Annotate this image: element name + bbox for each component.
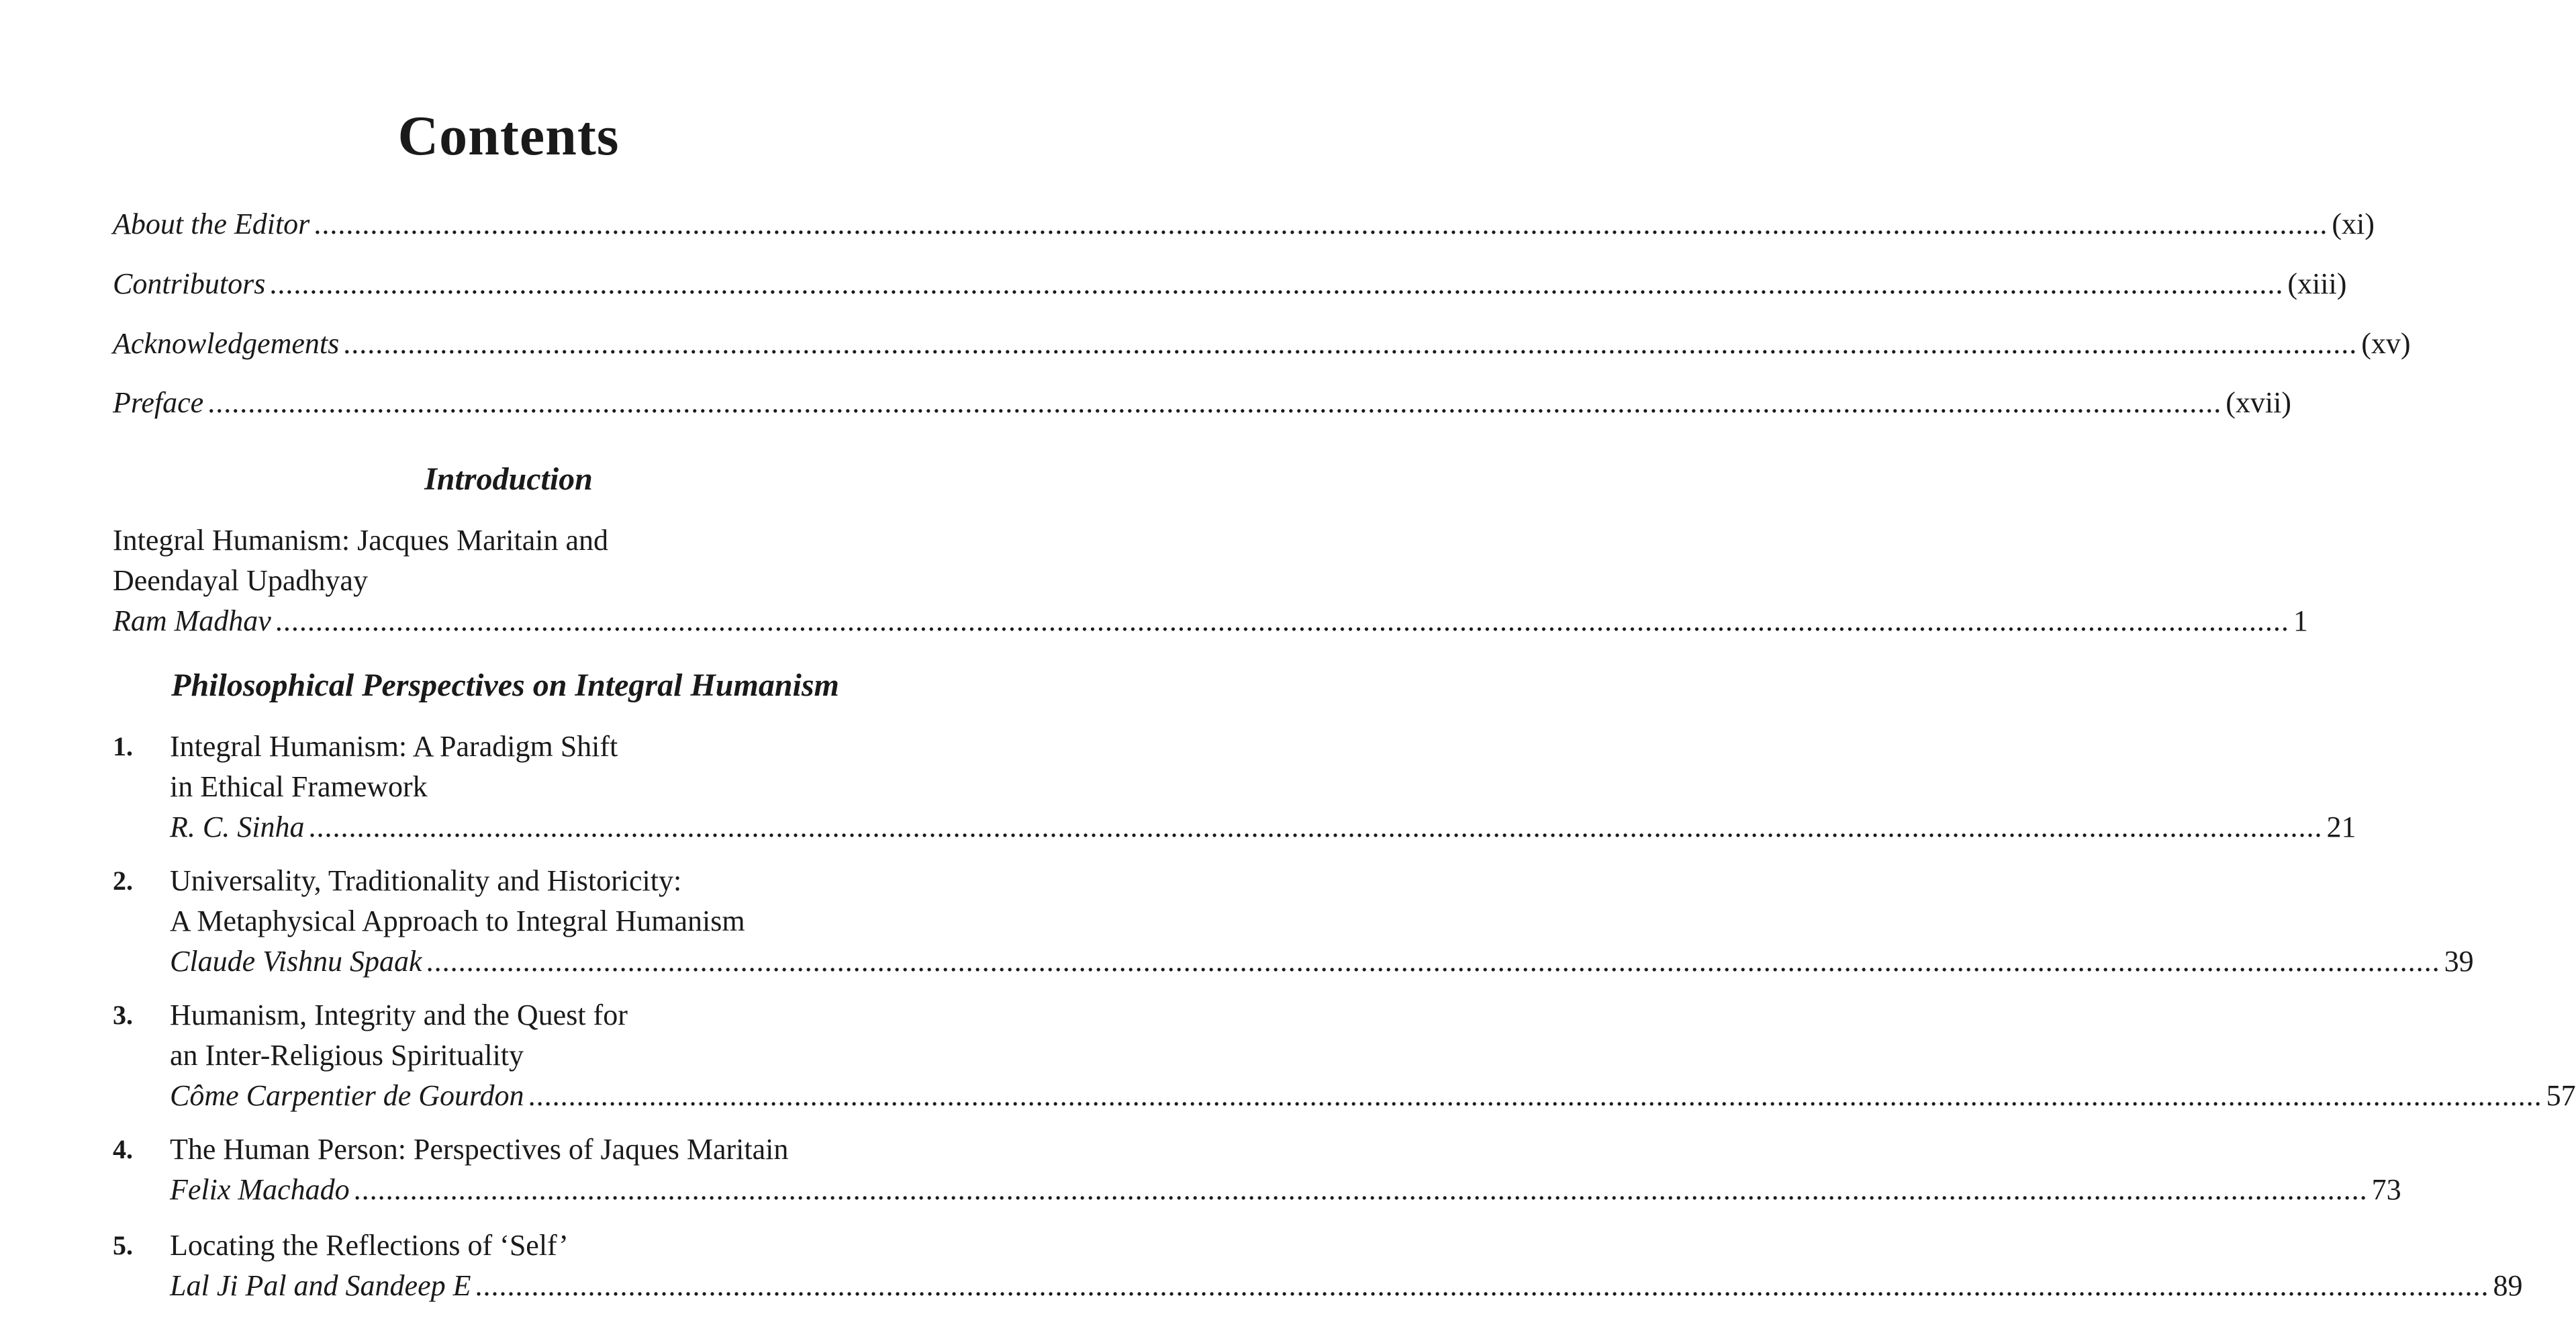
entry-author: Côme Carpentier de Gourdon: [170, 1079, 524, 1112]
entry-author-line: [170, 1170, 2401, 1210]
entry-author-line: [170, 1266, 2523, 1306]
entry-author-line: [113, 601, 2308, 641]
entry-page: (xi): [2332, 207, 2375, 240]
entry-page: (xiii): [2287, 267, 2347, 300]
dot-leader: [475, 1266, 2489, 1306]
entry-page: 73: [2371, 1173, 2401, 1206]
toc-entry-chapter-1[interactable]: [113, 727, 2356, 847]
toc-entry-introduction[interactable]: [113, 520, 2308, 641]
entry-title-line: Locating the Reflections of ‘Self’: [170, 1229, 569, 1262]
dot-leader: [426, 941, 2440, 982]
dot-leader: [207, 385, 2222, 421]
entry-author-line: [170, 941, 2474, 982]
front-matter-list: [113, 207, 2411, 445]
entry-page: (xv): [2361, 326, 2411, 360]
entry-label: Preface: [113, 386, 204, 420]
entry-page: 1: [2293, 604, 2308, 637]
entry-author: R. C. Sinha: [170, 811, 305, 843]
entry-page: 89: [2493, 1269, 2523, 1302]
entry-title-line: Humanism, Integrity and the Quest for: [170, 999, 628, 1031]
introduction-heading: Introduction: [424, 461, 593, 497]
entry-author: Felix Machado: [170, 1173, 350, 1206]
dot-leader: [308, 807, 2322, 847]
entry-title-line: The Human Person: Perspectives of Jaques Maritain: [170, 1133, 789, 1166]
toc-entry-acknowledgements[interactable]: [113, 326, 2411, 362]
entry-page: 21: [2326, 811, 2356, 843]
toc-entry-preface[interactable]: [113, 385, 2291, 421]
entry-title-line: in Ethical Framework: [170, 770, 428, 803]
chapter-number: 1.: [113, 731, 133, 761]
toc-entry-contributors[interactable]: [113, 267, 2347, 302]
dot-leader: [275, 601, 2289, 641]
toc-entry-about-editor[interactable]: [113, 207, 2375, 242]
toc-entry-chapter-2[interactable]: [113, 861, 2474, 982]
chapter-number: 3.: [113, 1000, 133, 1030]
dot-leader: [528, 1076, 2542, 1116]
entry-title-line: Integral Humanism: A Paradigm Shift: [170, 730, 618, 763]
chapter-number: 2.: [113, 866, 133, 896]
entry-title-line: an Inter-Religious Spirituality: [170, 1039, 524, 1072]
dot-leader: [314, 207, 2328, 242]
entry-page: 39: [2444, 945, 2474, 978]
entry-title-line: Deendayal Upadhyay: [113, 564, 368, 597]
dot-leader: [269, 267, 2283, 302]
entry-page: (xvii): [2226, 386, 2291, 420]
chapter-number: 4.: [113, 1134, 133, 1164]
entry-author: Ram Madhav: [113, 604, 271, 637]
entry-title-line: Integral Humanism: Jacques Maritain and: [113, 524, 609, 557]
toc-entry-chapter-3[interactable]: [113, 995, 2576, 1116]
entry-author-line: [170, 1076, 2576, 1116]
entry-author-line: [170, 807, 2356, 847]
entry-label: Contributors: [113, 267, 266, 300]
page-title: Contents: [397, 105, 620, 168]
entry-page: 57: [2546, 1079, 2576, 1112]
chapter-number: 5.: [113, 1230, 133, 1260]
dot-leader: [343, 326, 2357, 362]
toc-entry-chapter-5[interactable]: [113, 1225, 2523, 1306]
entry-author: Lal Ji Pal and Sandeep E: [170, 1269, 471, 1302]
dot-leader: [354, 1170, 2368, 1210]
entry-label: About the Editor: [113, 207, 310, 240]
entry-title-line: Universality, Traditionality and Historicity:: [170, 864, 682, 897]
entry-author: Claude Vishnu Spaak: [170, 945, 422, 978]
section-heading: Philosophical Perspectives on Integral Humanism: [171, 667, 839, 703]
entry-label: Acknowledgements: [113, 326, 340, 360]
entry-title-line: A Metaphysical Approach to Integral Humanism: [170, 905, 745, 937]
toc-entry-chapter-4[interactable]: [113, 1129, 2401, 1210]
